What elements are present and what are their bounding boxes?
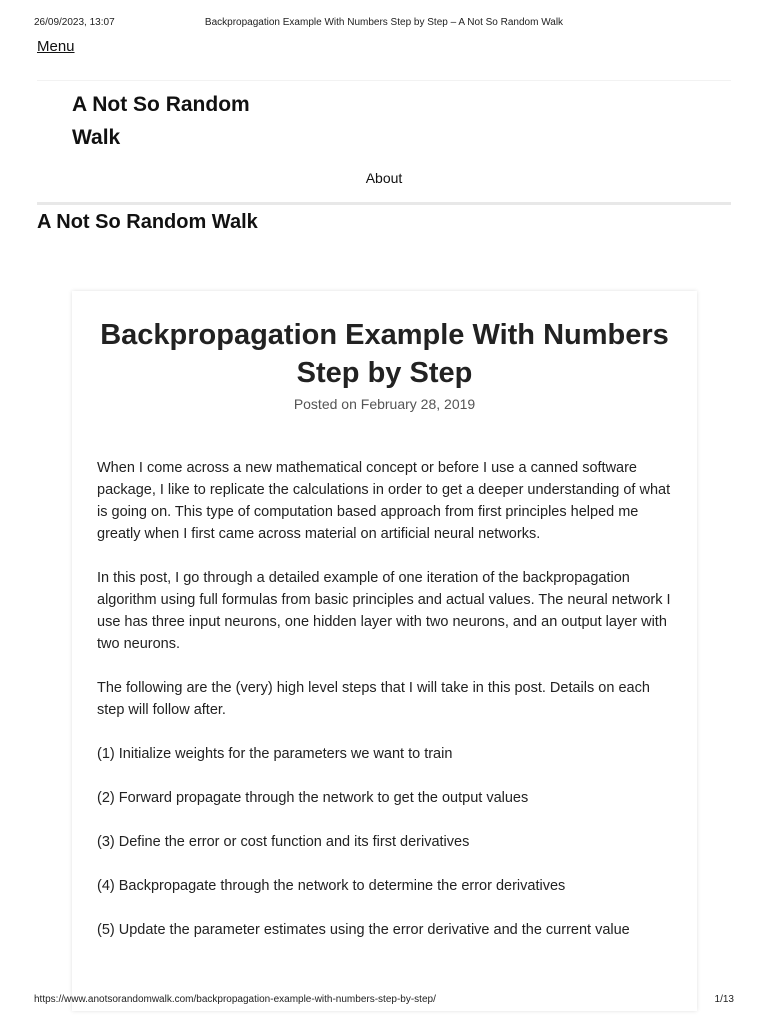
print-page-number: 1/13	[714, 994, 734, 1005]
paragraph-overview: In this post, I go through a detailed example of one iteration of the backpropagation algorithm using full formulas from basic principles and actual values. The neural network I use has three input neurons, one hidden layer with two neurons, and an output layer with two neurons.	[97, 570, 671, 652]
header-divider	[37, 80, 731, 81]
paragraph-steps-intro: The following are the (very) high level steps that I will take in this post. Details on each step will follow after.	[97, 680, 650, 718]
paragraph-intro: When I come across a new mathematical concept or before I use a canned software package, I like to replicate the calculations in order to get a deeper understanding of what is going on. This type of computation based approach from first principles helped me greatly when I first came across material on artificial neural networks.	[97, 460, 671, 542]
step-3: (3) Define the error or cost function and its first derivatives	[97, 834, 470, 850]
posted-on	[72, 396, 697, 412]
step-5: (5) Update the parameter estimates using the error derivative and the current value	[97, 922, 630, 938]
posted-prefix: Posted on	[293, 396, 357, 412]
site-title[interactable]	[72, 88, 272, 154]
site-title-line-1: A Not So Random	[72, 93, 250, 116]
step-2: (2) Forward propagate through the network to get the output values	[97, 790, 529, 806]
blog-title: A Not So Random Walk	[37, 211, 258, 233]
article-title: Backpropagation Example With Numbers Step by Step	[100, 319, 669, 389]
print-page-title: Backpropagation Example With Numbers Step by Step – A Not So Random Walk	[204, 17, 564, 28]
print-date: 26/09/2023, 13:07	[34, 17, 115, 28]
menu-link[interactable]: Menu	[37, 38, 75, 55]
step-4: (4) Backpropagate through the network to determine the error derivatives	[97, 878, 566, 894]
step-1: (1) Initialize weights for the parameters we want to train	[97, 746, 453, 762]
site-title-line-2: Walk	[72, 126, 121, 149]
posted-date-link[interactable]: February 28, 2019	[360, 396, 476, 412]
nav-item-about[interactable]: About	[365, 170, 403, 186]
nav-divider	[37, 202, 731, 205]
article-body	[97, 457, 677, 963]
print-url: https://www.anotsorandomwalk.com/backpropagation-example-with-numbers-step-by-step/	[34, 994, 436, 1005]
